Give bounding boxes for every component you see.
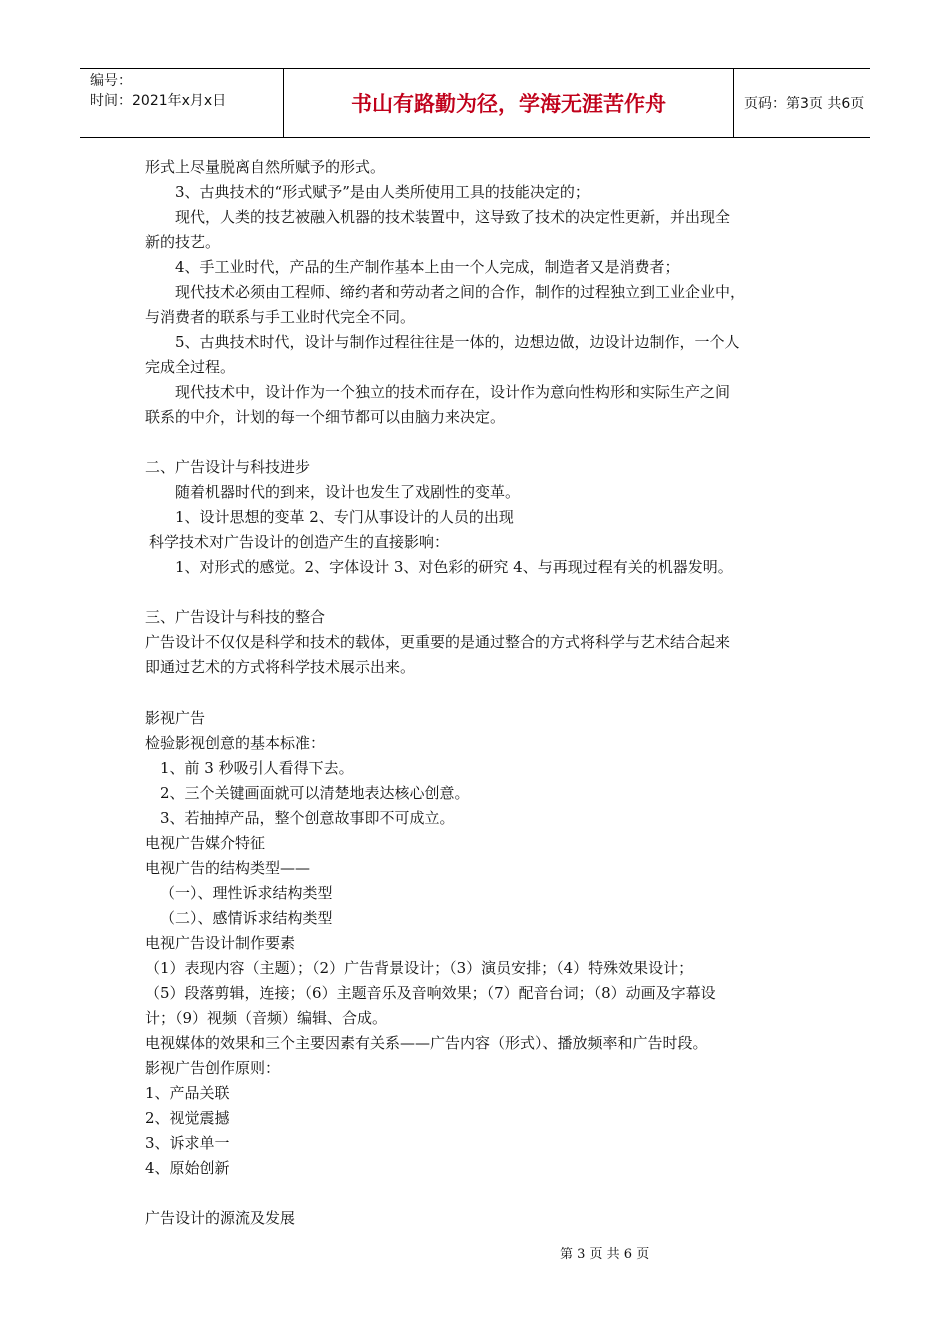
document-number-label: 编号： [90, 73, 132, 89]
header-motto: 书山有路勤为径，学海无涯苦作舟 [284, 69, 734, 137]
header-table [80, 68, 870, 138]
header-page-code: 页码：第3页 共6页 [744, 96, 865, 112]
body-line: （5）段落剪辑，连接；（6）主题音乐及音响效果；（7）配音台词；（8）动画及字幕设 [145, 984, 716, 1002]
body-line: 4、手工业时代，产品的生产制作基本上由一个人完成，制造者又是消费者； [175, 258, 680, 276]
body-line: 广告设计不仅仅是科学和技术的载体，更重要的是通过整合的方式将科学与艺术结合起来 [145, 633, 731, 651]
body-line: 4、原始创新 [145, 1159, 230, 1177]
body-line: 形式上尽量脱离自然所赋予的形式。 [145, 158, 386, 176]
body-line: 2、视觉震撼 [145, 1109, 230, 1127]
body-line: 1、前 3 秒吸引人看得下去。 [160, 759, 354, 777]
header-page-cell [734, 69, 870, 137]
body-line: 检验影视创意的基本标准： [145, 734, 326, 752]
section-heading: 影视广告 [145, 709, 206, 727]
body-line: 1、产品关联 [145, 1084, 230, 1102]
body-line: 随着机器时代的到来，设计也发生了戏剧性的变革。 [175, 483, 521, 501]
body-line: 电视广告媒介特征 [145, 834, 266, 852]
body-line: 3、古典技术的“形式赋予”是由人类所使用工具的技能决定的； [175, 183, 590, 201]
section-heading: 二、广告设计与科技进步 [145, 458, 311, 476]
body-line: 3、诉求单一 [145, 1134, 230, 1152]
body-line: 电视广告设计制作要素 [145, 934, 296, 952]
body-line: 完成全过程。 [145, 358, 236, 376]
body-line: 新的技艺。 [145, 233, 221, 251]
body-line: 2、三个关键画面就可以清楚地表达核心创意。 [160, 784, 470, 802]
body-line: 1、对形式的感觉。2、字体设计 3、对色彩的研究 4、与再现过程有关的机器发明。 [175, 558, 733, 576]
body-line: （二）、感情诉求结构类型 [160, 909, 333, 927]
body-line: 5、古典技术时代，设计与制作过程往往是一体的，边想边做，边设计边制作，一个人 [175, 333, 740, 351]
body-line: 与消费者的联系与手工业时代完全不同。 [145, 308, 416, 326]
body-line: 现代技术必须由工程师、缔约者和劳动者之间的合作，制作的过程独立到工业企业中， [175, 283, 746, 301]
section-heading: 广告设计的源流及发展 [145, 1209, 296, 1227]
body-line: 联系的中介，计划的每一个细节都可以由脑力来决定。 [145, 408, 506, 426]
body-line: 现代技术中，设计作为一个独立的技术而存在，设计作为意向性构形和实际生产之间 [175, 383, 731, 401]
body-line: 电视媒体的效果和三个主要因素有关系——广告内容（形式）、播放频率和广告时段。 [145, 1034, 708, 1052]
body-line: 即通过艺术的方式将科学技术展示出来。 [145, 658, 416, 676]
header-info-cell [80, 69, 284, 137]
document-time-label: 时间：2021年x月x日 [90, 93, 227, 109]
body-line: 1、设计思想的变革 2、专门从事设计的人员的出现 [175, 508, 514, 526]
body-line: 科学技术对广告设计的创造产生的直接影响： [149, 533, 450, 551]
section-heading: 三、广告设计与科技的整合 [145, 608, 326, 626]
page-footer: 第 3 页 共 6 页 [560, 1247, 650, 1262]
body-line: （1）表现内容（主题）；（2）广告背景设计；（3）演员安排；（4）特殊效果设计； [145, 959, 694, 977]
body-line: 电视广告的结构类型—— [145, 859, 311, 877]
body-line: 现代，人类的技艺被融入机器的技术装置中，这导致了技术的决定性更新，并出现全 [175, 208, 731, 226]
body-line: （一）、理性诉求结构类型 [160, 884, 333, 902]
body-line: 3、若抽掉产品，整个创意故事即不可成立。 [160, 809, 455, 827]
body-line: 计；（9）视频（音频）编辑、合成。 [145, 1009, 388, 1027]
body-line: 影视广告创作原则： [145, 1059, 281, 1077]
